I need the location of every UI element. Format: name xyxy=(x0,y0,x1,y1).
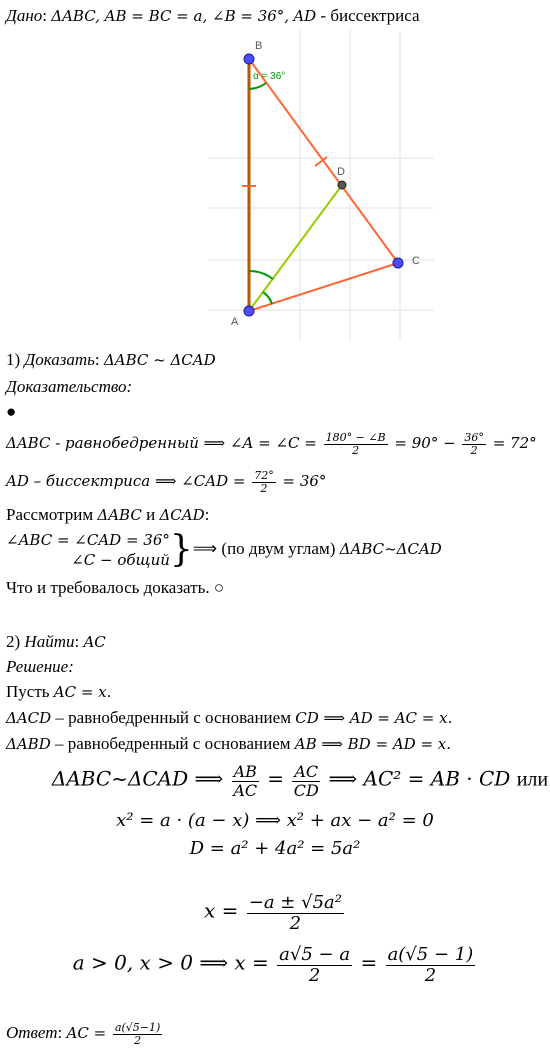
part2-target: AC xyxy=(83,633,106,651)
system-result-math: ΔABC~ΔCAD xyxy=(339,539,442,558)
part2-label: Найти xyxy=(24,632,75,651)
let-line xyxy=(6,682,111,702)
solution-label-line: Решение: xyxy=(6,657,74,676)
part1-heading: 1) Доказать: ΔABC ~ ΔCAD xyxy=(6,350,216,369)
frac-num: a(√5−1) xyxy=(114,1020,161,1034)
line3-m2: ΔCAD xyxy=(159,506,205,524)
l2-m: ΔABD xyxy=(6,735,51,753)
qed: Что и требовалось доказать. ○ xyxy=(6,578,225,597)
frac-num: 36° xyxy=(464,430,484,444)
label-d: D xyxy=(337,166,345,178)
line3-text: Рассмотрим xyxy=(6,505,98,524)
let-text: Пусть xyxy=(6,682,54,701)
line1-mid: = 90° − xyxy=(389,434,461,452)
proof-label-line: Доказательство: xyxy=(6,377,133,396)
l1-text: – равнобедренный с основанием xyxy=(51,708,296,727)
angle-a-arc-inner xyxy=(263,292,272,304)
system-brace: } xyxy=(169,529,193,570)
frac-num: 180° − ∠B xyxy=(325,430,386,444)
eq1-eq: = xyxy=(260,766,291,791)
eq4-lhs: x = xyxy=(204,898,245,923)
iso-abd-line xyxy=(6,734,451,754)
angle-label: α = 36° xyxy=(253,71,286,82)
line1-text: - равнобедренный ⟹ ∠A = ∠C = xyxy=(50,434,322,452)
line3-and: и xyxy=(141,505,160,524)
frac-num: −a ± √5a² xyxy=(248,892,342,913)
frac-ab-ac xyxy=(232,763,259,799)
given-line: Дано: ΔABC, AB = BC = a, ∠B = 36°, AD - биссектриса xyxy=(6,6,420,25)
equation-1 xyxy=(0,763,550,799)
system-result: ⟹ (по двум углам) xyxy=(192,538,340,558)
frac-den: 2 xyxy=(134,1033,142,1047)
eq5-eq: = xyxy=(354,950,384,975)
line1-end: = 72° xyxy=(487,434,537,452)
part2-heading: 2) Найти: AC xyxy=(6,632,106,651)
part2-number: 2) xyxy=(6,632,25,651)
part1-label: Доказать xyxy=(24,350,95,369)
frac-num: a(√5 − 1) xyxy=(387,944,474,965)
let-math: AC = x. xyxy=(53,683,112,701)
answer-lhs: AC = xyxy=(66,1024,111,1042)
frac-x-2 xyxy=(386,945,476,986)
proof-line-3 xyxy=(6,505,209,525)
frac-den: CD xyxy=(293,780,319,800)
point-a xyxy=(244,306,254,316)
answer-frac xyxy=(113,1022,162,1047)
part1-number: 1) xyxy=(6,350,25,369)
frac-ac-cd xyxy=(292,763,320,799)
eq1-a: ΔABC~ΔCAD ⟹ xyxy=(51,766,230,791)
label-b: B xyxy=(255,40,263,52)
frac-den: 2 xyxy=(289,912,302,934)
line2-end: = 36° xyxy=(277,472,327,490)
system-eq-1: ∠ABC = ∠CAD = 36° xyxy=(6,531,170,549)
answer-label: Ответ xyxy=(6,1023,58,1042)
given-rest: - биссектриса xyxy=(316,6,420,25)
eq1-or: или xyxy=(516,768,549,791)
frac-72 xyxy=(252,470,276,495)
frac-den: 2 xyxy=(424,964,437,986)
given-label: Дано xyxy=(6,6,43,25)
line2-text: – биссектриса ⟹ ∠CAD = xyxy=(28,472,251,490)
l1-m: ΔACD xyxy=(6,709,52,727)
part1-statement: ΔABC ~ ΔCAD xyxy=(103,351,216,369)
l2-text: – равнобедренный с основанием xyxy=(50,734,295,753)
frac-x-1 xyxy=(277,945,352,986)
angle-a-arc-outer xyxy=(249,271,273,279)
equation-2: x² = a · (a − x) ⟹ x² + ax − a² = 0 xyxy=(116,810,434,831)
frac-den: AC xyxy=(233,780,258,800)
equation-4 xyxy=(0,893,550,934)
answer-line: Ответ: AC = $\frac{a(√5-1)}{2}$ xyxy=(6,1020,161,1047)
given-ad: AD xyxy=(293,7,317,25)
frac-roots xyxy=(247,893,344,934)
iso-acd-line xyxy=(6,708,452,728)
l2-m2: AB ⟹ BD = AD = x. xyxy=(294,735,452,753)
point-c xyxy=(393,258,403,268)
angle-b-arc xyxy=(249,83,266,89)
proof-label: Доказательство xyxy=(6,377,127,396)
eq1-b: ⟹ AC² = AB · CD xyxy=(322,766,517,791)
solution-label: Решение xyxy=(6,657,69,676)
system-block xyxy=(6,530,442,570)
point-b xyxy=(244,54,254,64)
proof-line-1 xyxy=(6,428,537,458)
label-a: A xyxy=(231,316,239,328)
equation-3: D = a² + 4a² = 5a² xyxy=(189,838,361,859)
equation-5 xyxy=(0,945,550,986)
eq5-cond: a > 0, x > 0 ⟹ x = xyxy=(72,950,276,975)
frac-den: 2 xyxy=(352,443,360,457)
line3-colon: : xyxy=(204,505,210,524)
frac-num: a√5 − a xyxy=(279,944,351,965)
l1-m2: CD ⟹ AD = AC = x. xyxy=(295,709,453,727)
given-math: ΔABC, AB = BC = a, ∠B = 36°, xyxy=(51,7,290,25)
proof-line-2 xyxy=(6,466,326,496)
frac-36 xyxy=(462,432,486,457)
bullet: ● xyxy=(6,402,17,421)
frac-den: 2 xyxy=(308,964,321,986)
triangle-figure xyxy=(0,0,550,345)
frac-num: AC xyxy=(294,762,319,781)
ad-ref: AD xyxy=(6,472,29,490)
frac-angle-a xyxy=(324,432,388,457)
line3-m1: ΔABC xyxy=(97,506,142,524)
triangle-abc-ref: ΔABC xyxy=(6,434,51,452)
system-eq-2: ∠C − общий xyxy=(71,551,170,569)
frac-num: 72° xyxy=(254,468,274,482)
frac-num: AB xyxy=(233,762,257,781)
frac-den: 2 xyxy=(260,481,268,495)
side-bc xyxy=(249,59,398,263)
label-c: C xyxy=(412,255,420,267)
system-equations xyxy=(6,530,170,570)
frac-den: 2 xyxy=(470,443,478,457)
point-d xyxy=(338,181,346,189)
